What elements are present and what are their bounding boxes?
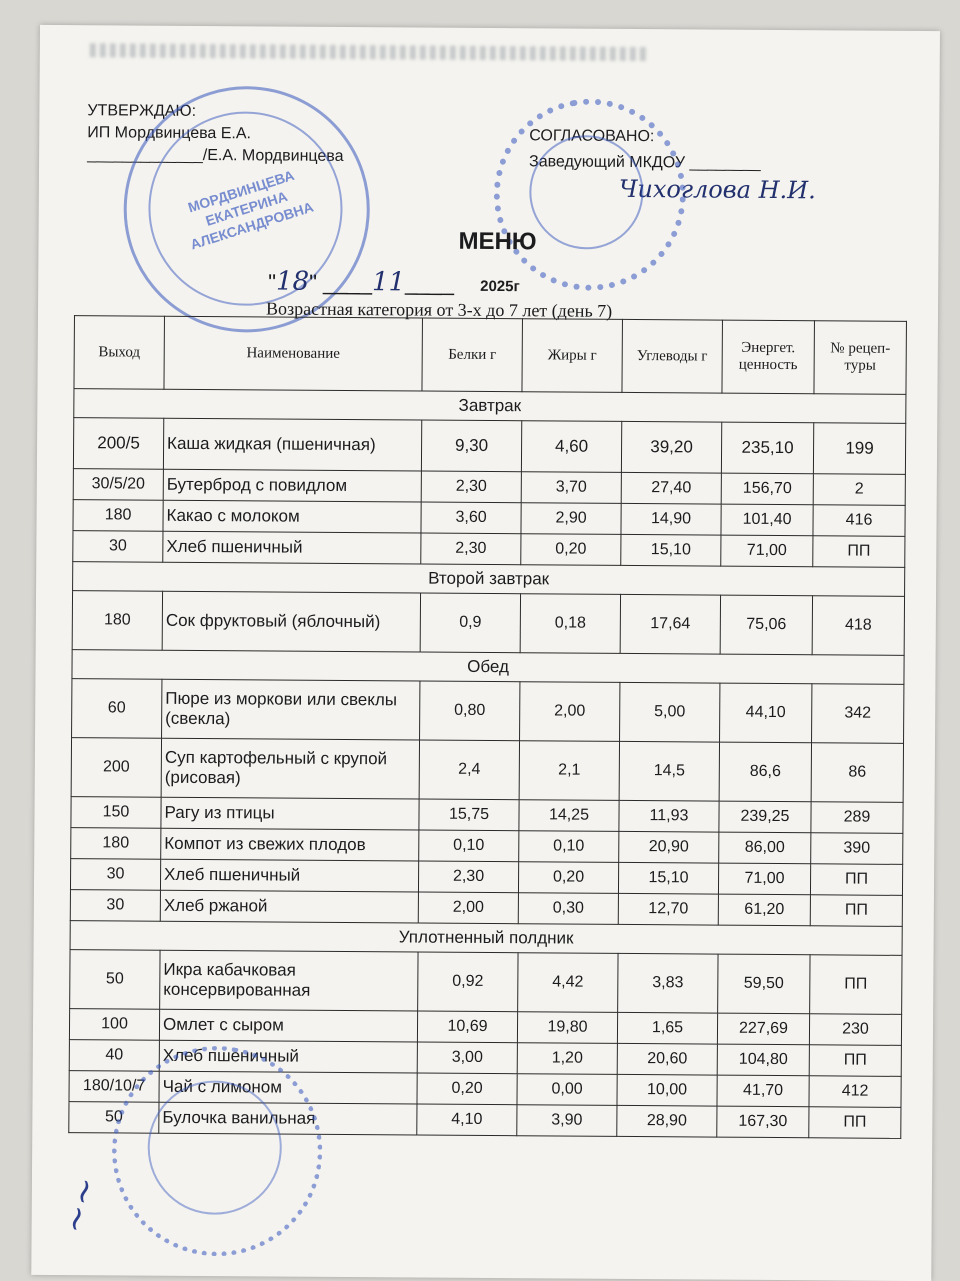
col-header-name: Наименование bbox=[164, 316, 423, 391]
cell-protein: 2,30 bbox=[421, 471, 521, 503]
cell-carbs: 11,93 bbox=[619, 800, 719, 832]
cell-fat: 0,30 bbox=[518, 893, 618, 925]
cell-energy: 101,40 bbox=[721, 504, 813, 536]
cell-energy: 235,10 bbox=[721, 422, 813, 474]
table-row bbox=[73, 418, 905, 475]
section-header-afternoon-snack: Уплотненный полдник bbox=[70, 921, 902, 956]
approve-signature-line: _____________/Е.А. Мордвинцева bbox=[87, 146, 344, 165]
cell-name: Хлеб пшеничный bbox=[160, 859, 418, 892]
cell-name: Компот из свежих плодов bbox=[161, 828, 419, 861]
cell-protein: 0,10 bbox=[419, 830, 519, 862]
table-row bbox=[72, 679, 904, 744]
cell-output: 150 bbox=[71, 797, 161, 829]
cell-output: 180/10/7 bbox=[69, 1071, 159, 1103]
col-header-energy: Энергет. ценность bbox=[722, 320, 815, 394]
cell-output: 30/5/20 bbox=[73, 469, 163, 501]
cell-protein: 2,00 bbox=[418, 892, 518, 924]
cell-output: 180 bbox=[71, 828, 161, 860]
cell-carbs: 3,83 bbox=[618, 953, 718, 1013]
cell-protein: 9,30 bbox=[421, 420, 521, 472]
cell-protein: 0,9 bbox=[420, 593, 520, 653]
date-year: 2025г bbox=[480, 277, 520, 296]
cell-recipe: ПП bbox=[813, 536, 905, 568]
cell-carbs: 10,00 bbox=[617, 1074, 717, 1106]
approve-title: УТВЕРЖДАЮ: bbox=[87, 102, 197, 120]
cell-carbs: 27,40 bbox=[621, 472, 721, 504]
cell-energy: 227,69 bbox=[717, 1013, 809, 1045]
cell-name: Суп картофельный с крупой (рисовая) bbox=[161, 738, 419, 799]
age-category: Возрастная категория от 3-х до 7 лет (день 7) bbox=[265, 298, 613, 321]
cell-output: 60 bbox=[72, 679, 162, 739]
cell-name: Какао с молоком bbox=[163, 500, 421, 533]
cell-output: 30 bbox=[70, 890, 160, 922]
cell-name: Рагу из птицы bbox=[161, 797, 419, 830]
col-header-output: Выход bbox=[74, 316, 165, 390]
cell-carbs: 17,64 bbox=[620, 594, 720, 654]
cell-output: 100 bbox=[69, 1009, 159, 1041]
cell-carbs: 20,90 bbox=[619, 831, 719, 863]
cell-protein: 4,10 bbox=[417, 1104, 517, 1136]
cell-carbs: 15,10 bbox=[621, 534, 721, 566]
cell-recipe: ПП bbox=[809, 1045, 901, 1077]
cell-recipe: 390 bbox=[811, 833, 903, 865]
cell-name: Икра кабачковая консервированная bbox=[160, 950, 418, 1011]
cell-output: 50 bbox=[69, 1102, 159, 1134]
cell-output: 200 bbox=[71, 738, 161, 798]
section-header-lunch: Обед bbox=[72, 650, 904, 685]
cell-output: 40 bbox=[69, 1040, 159, 1072]
col-header-protein: Белки г bbox=[422, 318, 523, 392]
cell-recipe: ПП bbox=[810, 955, 902, 1015]
cell-fat: 0,20 bbox=[518, 862, 618, 894]
cell-protein: 2,30 bbox=[421, 533, 521, 565]
cell-output: 200/5 bbox=[73, 418, 163, 470]
section-header-second-breakfast: Второй завтрак bbox=[73, 562, 905, 597]
cell-energy: 104,80 bbox=[717, 1044, 809, 1076]
table-row bbox=[71, 738, 903, 803]
cell-carbs: 28,90 bbox=[617, 1105, 717, 1137]
cell-energy: 156,70 bbox=[721, 473, 813, 505]
cell-output: 50 bbox=[70, 950, 160, 1010]
cell-carbs: 5,00 bbox=[620, 682, 720, 742]
blurred-header-strip bbox=[90, 43, 650, 61]
cell-fat: 2,1 bbox=[519, 741, 619, 801]
cell-name: Булочка ванильная bbox=[159, 1102, 417, 1135]
cell-recipe: 418 bbox=[812, 596, 904, 656]
cell-energy: 71,00 bbox=[718, 863, 810, 895]
cell-output: 180 bbox=[73, 500, 163, 532]
cell-recipe: ПП bbox=[810, 895, 902, 927]
cell-energy: 167,30 bbox=[717, 1106, 809, 1138]
col-header-carbs: Углеводы г bbox=[622, 319, 723, 393]
cell-protein: 0,20 bbox=[417, 1073, 517, 1105]
cell-protein: 10,69 bbox=[417, 1011, 517, 1043]
cell-energy: 44,10 bbox=[720, 683, 812, 743]
section-header-breakfast: Завтрак bbox=[74, 389, 906, 424]
cell-protein: 15,75 bbox=[419, 799, 519, 831]
cell-fat: 2,90 bbox=[521, 503, 621, 535]
seal-text: МОРДВИНЦЕВА ЕКАТЕРИНА АЛЕКСАНДРОВНА bbox=[185, 166, 316, 253]
cell-energy: 86,00 bbox=[719, 832, 811, 864]
agreed-role: Заведующий МКДОУ ________ bbox=[529, 153, 761, 172]
cell-fat: 4,42 bbox=[518, 953, 618, 1013]
cell-carbs: 1,65 bbox=[617, 1012, 717, 1044]
table-header-row bbox=[74, 316, 906, 395]
table-row bbox=[72, 591, 904, 656]
cell-energy: 71,00 bbox=[721, 535, 813, 567]
cell-output: 30 bbox=[73, 531, 163, 563]
cell-energy: 75,06 bbox=[720, 595, 812, 655]
cell-fat: 2,00 bbox=[520, 682, 620, 742]
cell-protein: 0,92 bbox=[418, 952, 518, 1012]
cell-name: Хлеб пшеничный bbox=[159, 1040, 417, 1073]
cell-name: Омлет с сыром bbox=[159, 1009, 417, 1042]
col-header-recipe: № рецеп-туры bbox=[814, 321, 907, 395]
agreed-title: СОГЛАСОВАНО: bbox=[529, 127, 655, 146]
cell-carbs: 15,10 bbox=[618, 862, 718, 894]
cell-recipe: 416 bbox=[813, 505, 905, 537]
cell-name: Сок фруктовый (яблочный) bbox=[162, 591, 420, 652]
cell-fat: 0,18 bbox=[520, 594, 620, 654]
cell-name: Пюре из моркови или свеклы (свекла) bbox=[162, 679, 420, 740]
cell-name: Бутерброд с повидлом bbox=[163, 469, 421, 502]
cell-fat: 1,20 bbox=[517, 1043, 617, 1075]
cell-protein: 0,80 bbox=[420, 681, 520, 741]
page-title: МЕНЮ bbox=[458, 227, 537, 256]
menu-date: "18" ____11____ 2025г bbox=[268, 266, 520, 298]
cell-fat: 0,10 bbox=[519, 831, 619, 863]
cell-energy: 59,50 bbox=[718, 954, 810, 1014]
cell-fat: 0,00 bbox=[517, 1074, 617, 1106]
col-header-fat: Жиры г bbox=[522, 319, 623, 393]
cell-protein: 3,60 bbox=[421, 502, 521, 534]
cell-carbs: 12,70 bbox=[618, 893, 718, 925]
date-month: 11 bbox=[371, 267, 406, 298]
cell-fat: 0,20 bbox=[521, 534, 621, 566]
cell-recipe: 86 bbox=[811, 743, 903, 803]
cell-recipe: 230 bbox=[809, 1014, 901, 1046]
handwritten-signature-bottom: ~~ bbox=[53, 1172, 108, 1238]
cell-recipe: 342 bbox=[812, 684, 904, 744]
cell-carbs: 20,60 bbox=[617, 1043, 717, 1075]
cell-fat: 19,80 bbox=[517, 1012, 617, 1044]
menu-table bbox=[68, 315, 907, 1139]
cell-name: Хлеб пшеничный bbox=[163, 531, 421, 564]
cell-fat: 4,60 bbox=[521, 421, 621, 473]
cell-carbs: 39,20 bbox=[621, 421, 721, 473]
table-row bbox=[70, 950, 902, 1015]
cell-carbs: 14,90 bbox=[621, 503, 721, 535]
cell-recipe: 412 bbox=[809, 1076, 901, 1108]
cell-fat: 3,90 bbox=[517, 1105, 617, 1137]
cell-recipe: 289 bbox=[811, 802, 903, 834]
cell-recipe: 2 bbox=[813, 474, 905, 506]
cell-output: 30 bbox=[70, 859, 160, 891]
cell-energy: 239,25 bbox=[719, 801, 811, 833]
cell-recipe: 199 bbox=[813, 423, 905, 475]
cell-fat: 14,25 bbox=[519, 800, 619, 832]
cell-name: Каша жидкая (пшеничная) bbox=[163, 418, 421, 471]
menu-sheet bbox=[31, 25, 940, 1281]
agreed-handwritten-signature: Чихоглова Н.И. bbox=[618, 174, 816, 205]
cell-protein: 2,4 bbox=[419, 740, 519, 800]
cell-recipe: ПП bbox=[809, 1107, 901, 1139]
cell-energy: 86,6 bbox=[719, 742, 811, 802]
date-day: 18 bbox=[275, 266, 310, 297]
cell-protein: 2,30 bbox=[418, 861, 518, 893]
cell-fat: 3,70 bbox=[521, 472, 621, 504]
cell-name: Чай с лимоном bbox=[159, 1071, 417, 1104]
cell-energy: 41,70 bbox=[717, 1075, 809, 1107]
cell-carbs: 14,5 bbox=[619, 741, 719, 801]
cell-name: Хлеб ржаной bbox=[160, 890, 418, 923]
approve-name: ИП Мордвинцева Е.А. bbox=[87, 124, 252, 143]
cell-output: 180 bbox=[72, 591, 162, 651]
cell-recipe: ПП bbox=[810, 864, 902, 896]
cell-protein: 3,00 bbox=[417, 1042, 517, 1074]
cell-energy: 61,20 bbox=[718, 894, 810, 926]
